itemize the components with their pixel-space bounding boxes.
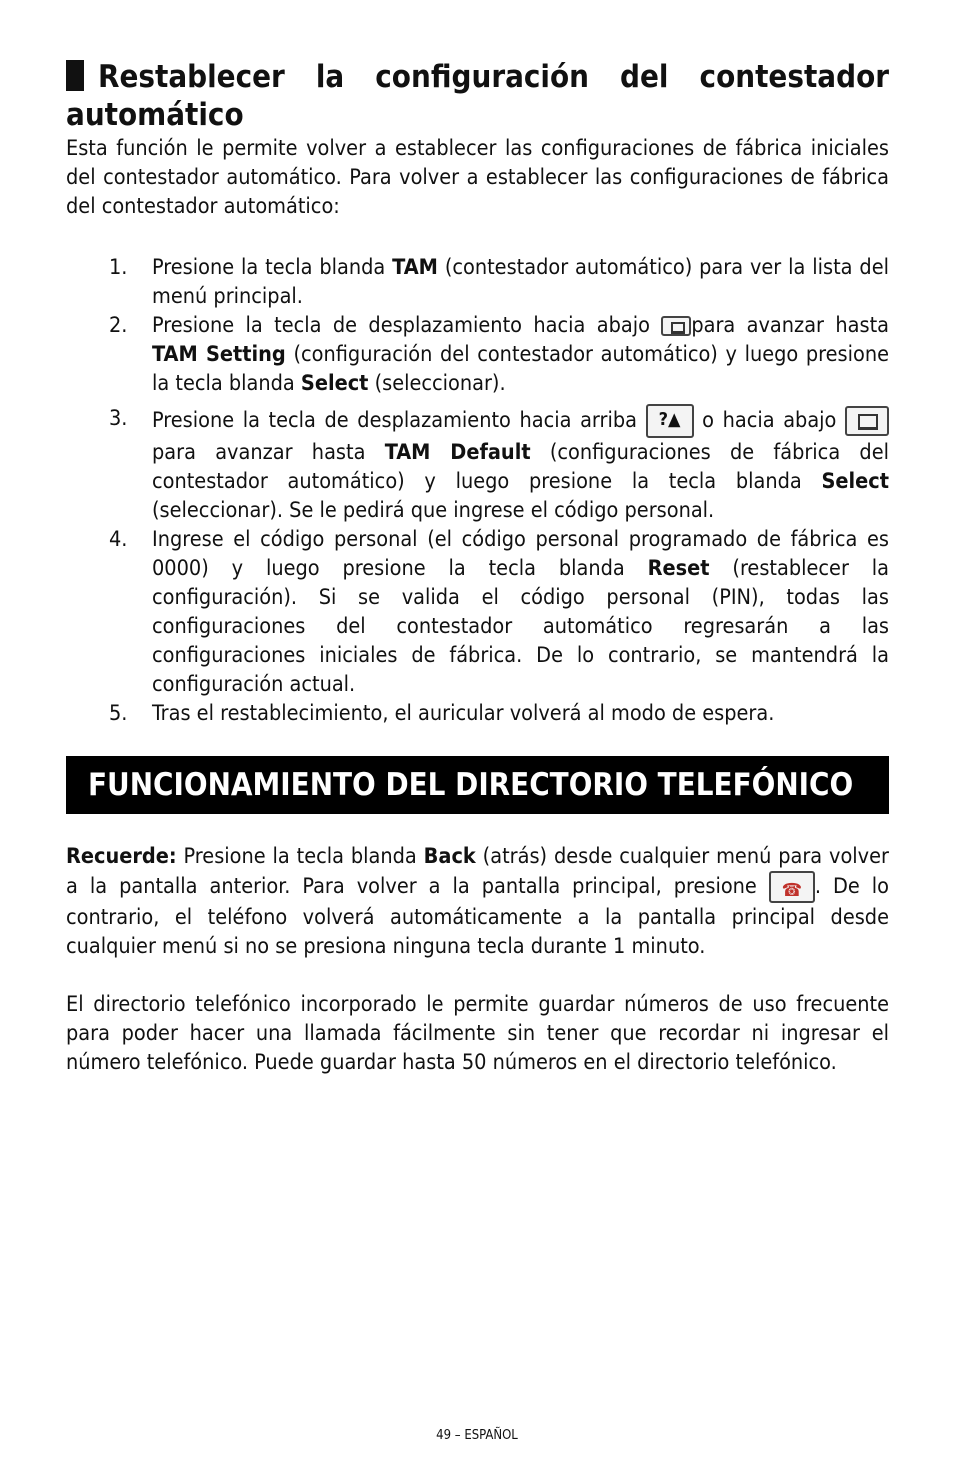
phonebook-paragraph: El directorio telefónico incorporado le permite guardar números de uso frecuente para poder hacer una llamada fácilmente sin tener que recordar ni ingresar el número telefónico. Puede guardar hasta 50 números en el directorio telefónico. bbox=[66, 992, 889, 1075]
step-1: 1. Presione la tecla blanda TAM (contestador automático) para ver la lista del menú principal. bbox=[109, 255, 889, 309]
note-paragraph: Recuerde: Presione la tecla blanda Back (atrás) desde cualquier menú para volver a la pantalla anterior. Para volver a la pantalla principal, presione ☎. De lo contrario, el teléfono volverá automáticamente a la pantalla principal desde cualquier menú si no se presiona ninguna tecla durante 1 minuto. bbox=[66, 842, 889, 961]
section-title-reset: Restablecer la configuración del contestador automático bbox=[66, 59, 889, 133]
scroll-up-key-icon: ?▲ bbox=[646, 404, 694, 438]
step-4: 4. Ingrese el código personal (el código personal programado de fábrica es 0000) y luego presione la tecla blanda Reset (restablecer la configuración). Si se valida el código personal (PIN), todas las configuraciones del contestador automático regresarán a las configuraciones iniciales de fábrica. De lo contrario, se mantendrá la configuración actual. bbox=[109, 527, 889, 697]
section-banner-phonebook: FUNCIONAMIENTO DEL DIRECTORIO TELEFÓNICO bbox=[66, 756, 889, 814]
page-content bbox=[66, 58, 889, 1077]
end-call-key-icon bbox=[769, 871, 815, 903]
title-bar-marker bbox=[66, 60, 84, 91]
scroll-down-key-icon bbox=[661, 316, 691, 336]
scroll-down-key-icon bbox=[845, 406, 889, 436]
step-2: 2. Presione la tecla de desplazamiento hacia abajo para avanzar hasta TAM Setting (configuración del contestador automático) y luego presione la tecla blanda Select (seleccionar). bbox=[109, 313, 889, 396]
step-5: 5. Tras el restablecimiento, el auricular volverá al modo de espera. bbox=[109, 701, 775, 726]
step-3: 3. Presione la tecla de desplazamiento hacia arriba ?▲ o hacia abajo para avanzar hasta TAM Default (configuraciones de fábrica del contestador automático) y luego presione la tecla blanda Select (seleccionar). Se le pedirá que ingrese el código personal. bbox=[109, 406, 889, 523]
steps-list bbox=[66, 253, 889, 728]
page-footer: 49 – ESPAÑOL bbox=[436, 1428, 518, 1443]
intro-paragraph: Esta función le permite volver a establecer las configuraciones de fábrica iniciales del contestador automático. Para volver a establecer las configuraciones de fábrica del contestador automático: bbox=[66, 136, 889, 219]
